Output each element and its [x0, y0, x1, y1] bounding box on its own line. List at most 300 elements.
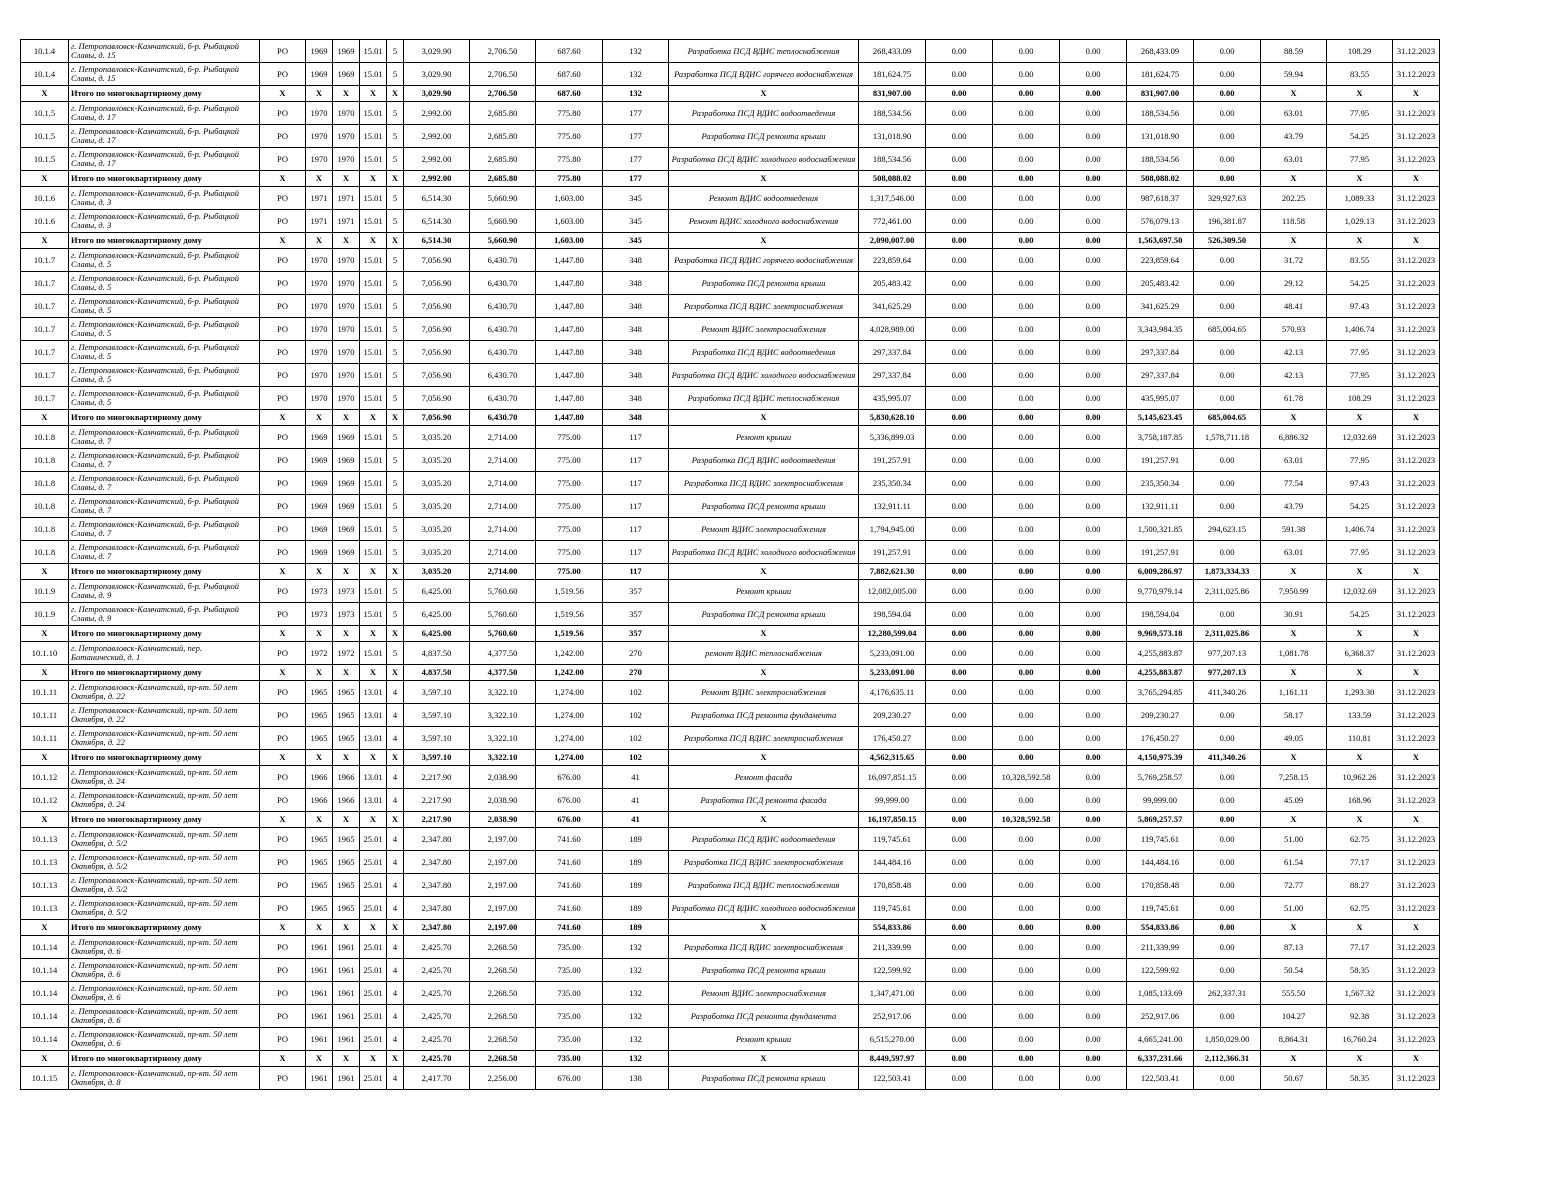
municipal-budget-cell: 0.00: [1060, 851, 1127, 874]
total-cost-cell: 205,483.42: [859, 272, 926, 295]
table-total-row: [21, 86, 1440, 102]
unit-cost-cell: 63.01: [1261, 449, 1327, 472]
municipal-budget-cell: 0.00: [1060, 86, 1127, 102]
owners-funds-cell: 508,088.02: [1127, 171, 1194, 187]
group-cell: X: [360, 233, 387, 249]
loan-cell: 0.00: [1194, 249, 1261, 272]
floors-cell: 5: [387, 318, 404, 341]
loan-cell: 2,112,366.31: [1194, 1051, 1261, 1067]
loan-cell: 0.00: [1194, 704, 1261, 727]
regional-budget-cell: 0.00: [993, 1028, 1060, 1051]
municipal-budget-cell: 0.00: [1060, 959, 1127, 982]
wall-material-cell: РО: [260, 272, 306, 295]
address-cell: г. Петропавловск-Камчатский, пр-кт. 50 лет Октября, д. 22: [69, 681, 260, 704]
table-body: [21, 40, 1440, 1090]
floors-cell: X: [387, 920, 404, 936]
year-built-cell: 1969: [306, 495, 333, 518]
fund-cell: 0.00: [926, 920, 993, 936]
floors-cell: 4: [387, 828, 404, 851]
row-number-cell: 10.1.6: [21, 187, 69, 210]
residents-cell: 102: [603, 681, 669, 704]
unit-cost-cell: 8,864.31: [1261, 1028, 1327, 1051]
premises-area-cell: 2,685.80: [470, 102, 536, 125]
table-row: [21, 187, 1440, 210]
regional-budget-cell: 0.00: [993, 789, 1060, 812]
residential-area-cell: 676.00: [536, 812, 603, 828]
total-cost-cell: 16,197,850.15: [859, 812, 926, 828]
loan-cell: 0.00: [1194, 897, 1261, 920]
address-cell: г. Петропавловск-Камчатский, б-р. Рыбацкой Славы, д. 7: [69, 426, 260, 449]
residents-cell: 102: [603, 750, 669, 766]
year-completed-cell: 1969: [333, 472, 360, 495]
residential-area-cell: 1,242.00: [536, 665, 603, 681]
municipal-budget-cell: 0.00: [1060, 1005, 1127, 1028]
unit-cost-cell: 87.13: [1261, 936, 1327, 959]
fund-cell: 0.00: [926, 936, 993, 959]
owners-funds-cell: 176,450.27: [1127, 727, 1194, 750]
row-number-cell: X: [21, 564, 69, 580]
unit-cost-cell: 42.13: [1261, 364, 1327, 387]
loan-cell: 0.00: [1194, 812, 1261, 828]
unit-cost-cell: 202.25: [1261, 187, 1327, 210]
row-number-cell: 10.1.5: [21, 148, 69, 171]
address-cell: г. Петропавловск-Камчатский, пр-кт. 50 лет Октября, д. 6: [69, 936, 260, 959]
premises-area-cell: 5,660.90: [470, 210, 536, 233]
owners-funds-cell: 4,255,883.87: [1127, 665, 1194, 681]
loan-cell: 0.00: [1194, 828, 1261, 851]
total-cost-cell: 831,907.00: [859, 86, 926, 102]
regional-budget-cell: 0.00: [993, 495, 1060, 518]
premises-area-cell: 2,714.00: [470, 472, 536, 495]
municipal-budget-cell: 0.00: [1060, 766, 1127, 789]
total-cost-cell: 5,233,091.00: [859, 642, 926, 665]
address-cell: г. Петропавловск-Камчатский, б-р. Рыбацкой Славы, д. 3: [69, 187, 260, 210]
premises-area-cell: 2,268.50: [470, 1028, 536, 1051]
residents-cell: 132: [603, 1051, 669, 1067]
max-unit-cost-cell: X: [1327, 410, 1393, 426]
row-number-cell: 10.1.14: [21, 959, 69, 982]
municipal-budget-cell: 0.00: [1060, 426, 1127, 449]
table-row: [21, 897, 1440, 920]
total-area-cell: 7,056.90: [404, 364, 470, 387]
total-area-cell: 2,417.70: [404, 1067, 470, 1090]
residential-area-cell: 735.00: [536, 1005, 603, 1028]
work-type-cell: Разработка ПСД ВДИС теплоснабжения: [669, 387, 859, 410]
residents-cell: 357: [603, 580, 669, 603]
owners-funds-cell: 211,339.99: [1127, 936, 1194, 959]
regional-budget-cell: 0.00: [993, 1067, 1060, 1090]
regional-budget-cell: 0.00: [993, 828, 1060, 851]
unit-cost-cell: 1,081.78: [1261, 642, 1327, 665]
owners-funds-cell: 144,484.16: [1127, 851, 1194, 874]
work-type-cell: Ремонт ВДИС электроснабжения: [669, 681, 859, 704]
fund-cell: 0.00: [926, 828, 993, 851]
table-row: [21, 874, 1440, 897]
work-type-cell: Разработка ПСД ВДИС электроснабжения: [669, 851, 859, 874]
total-area-cell: 6,514.30: [404, 233, 470, 249]
floors-cell: 5: [387, 125, 404, 148]
wall-material-cell: РО: [260, 982, 306, 1005]
group-cell: 15.01: [360, 148, 387, 171]
floors-cell: X: [387, 1051, 404, 1067]
premises-area-cell: 2,685.80: [470, 171, 536, 187]
table-total-row: [21, 812, 1440, 828]
row-number-cell: 10.1.11: [21, 727, 69, 750]
group-cell: 15.01: [360, 318, 387, 341]
year-completed-cell: 1965: [333, 727, 360, 750]
residential-area-cell: 676.00: [536, 789, 603, 812]
unit-cost-cell: 51.00: [1261, 828, 1327, 851]
total-area-cell: 3,035.20: [404, 495, 470, 518]
year-built-cell: 1970: [306, 102, 333, 125]
premises-area-cell: 6,430.70: [470, 410, 536, 426]
loan-cell: 526,309.50: [1194, 233, 1261, 249]
deadline-cell: 31.12.2023: [1393, 187, 1440, 210]
deadline-cell: 31.12.2023: [1393, 125, 1440, 148]
residents-cell: 177: [603, 102, 669, 125]
residential-area-cell: 775.80: [536, 102, 603, 125]
residents-cell: 41: [603, 766, 669, 789]
address-cell: г. Петропавловск-Камчатский, пер. Ботанический, д. 1: [69, 642, 260, 665]
row-number-cell: 10.1.8: [21, 541, 69, 564]
total-area-cell: 7,056.90: [404, 295, 470, 318]
max-unit-cost-cell: 10,962.26: [1327, 766, 1393, 789]
year-built-cell: 1970: [306, 364, 333, 387]
address-cell: Итого по многоквартирному дому: [69, 750, 260, 766]
table-total-row: [21, 665, 1440, 681]
table-total-row: [21, 564, 1440, 580]
year-completed-cell: 1969: [333, 495, 360, 518]
address-cell: г. Петропавловск-Камчатский, б-р. Рыбацкой Славы, д. 7: [69, 541, 260, 564]
work-type-cell: Разработка ПСД ВДИС электроснабжения: [669, 472, 859, 495]
table-row: [21, 272, 1440, 295]
fund-cell: 0.00: [926, 603, 993, 626]
total-cost-cell: 209,230.27: [859, 704, 926, 727]
residents-cell: 348: [603, 318, 669, 341]
group-cell: 15.01: [360, 249, 387, 272]
unit-cost-cell: 43.79: [1261, 495, 1327, 518]
work-type-cell: X: [669, 920, 859, 936]
address-cell: г. Петропавловск-Камчатский, пр-кт. 50 лет Октября, д. 5/2: [69, 897, 260, 920]
year-completed-cell: X: [333, 86, 360, 102]
row-number-cell: 10.1.13: [21, 851, 69, 874]
year-built-cell: X: [306, 564, 333, 580]
residential-area-cell: 775.00: [536, 541, 603, 564]
year-completed-cell: 1961: [333, 982, 360, 1005]
work-type-cell: Разработка ПСД ВДИС водоотведения: [669, 102, 859, 125]
year-built-cell: 1970: [306, 387, 333, 410]
year-built-cell: 1965: [306, 727, 333, 750]
unit-cost-cell: 42.13: [1261, 341, 1327, 364]
year-built-cell: 1970: [306, 272, 333, 295]
residents-cell: 41: [603, 812, 669, 828]
group-cell: 15.01: [360, 518, 387, 541]
wall-material-cell: РО: [260, 148, 306, 171]
group-cell: 15.01: [360, 495, 387, 518]
municipal-budget-cell: 0.00: [1060, 233, 1127, 249]
residents-cell: 102: [603, 727, 669, 750]
address-cell: г. Петропавловск-Камчатский, пр-кт. 50 лет Октября, д. 24: [69, 766, 260, 789]
fund-cell: 0.00: [926, 789, 993, 812]
year-completed-cell: X: [333, 812, 360, 828]
municipal-budget-cell: 0.00: [1060, 704, 1127, 727]
premises-area-cell: 2,685.80: [470, 125, 536, 148]
residents-cell: 348: [603, 410, 669, 426]
loan-cell: 0.00: [1194, 874, 1261, 897]
row-number-cell: X: [21, 920, 69, 936]
floors-cell: 5: [387, 102, 404, 125]
floors-cell: 4: [387, 681, 404, 704]
municipal-budget-cell: 0.00: [1060, 171, 1127, 187]
floors-cell: 5: [387, 541, 404, 564]
table-row: [21, 449, 1440, 472]
premises-area-cell: 5,660.90: [470, 187, 536, 210]
owners-funds-cell: 235,350.34: [1127, 472, 1194, 495]
premises-area-cell: 2,038.90: [470, 766, 536, 789]
total-cost-cell: 12,082,005.00: [859, 580, 926, 603]
table-row: [21, 295, 1440, 318]
residential-area-cell: 1,603.00: [536, 187, 603, 210]
regional-budget-cell: 0.00: [993, 1005, 1060, 1028]
address-cell: г. Петропавловск-Камчатский, б-р. Рыбацкой Славы, д. 15: [69, 40, 260, 63]
group-cell: 15.01: [360, 541, 387, 564]
total-area-cell: 3,597.10: [404, 681, 470, 704]
total-area-cell: 4,837.50: [404, 642, 470, 665]
total-cost-cell: 2,090,007.00: [859, 233, 926, 249]
municipal-budget-cell: 0.00: [1060, 564, 1127, 580]
wall-material-cell: РО: [260, 426, 306, 449]
loan-cell: 0.00: [1194, 341, 1261, 364]
floors-cell: X: [387, 86, 404, 102]
owners-funds-cell: 122,503.41: [1127, 1067, 1194, 1090]
wall-material-cell: РО: [260, 210, 306, 233]
regional-budget-cell: 0.00: [993, 564, 1060, 580]
year-built-cell: X: [306, 920, 333, 936]
deadline-cell: 31.12.2023: [1393, 318, 1440, 341]
premises-area-cell: 5,760.60: [470, 603, 536, 626]
max-unit-cost-cell: 77.17: [1327, 936, 1393, 959]
total-area-cell: 3,597.10: [404, 750, 470, 766]
group-cell: 15.01: [360, 125, 387, 148]
row-number-cell: X: [21, 86, 69, 102]
residents-cell: 102: [603, 704, 669, 727]
year-completed-cell: X: [333, 410, 360, 426]
row-number-cell: 10.1.14: [21, 936, 69, 959]
deadline-cell: 31.12.2023: [1393, 102, 1440, 125]
total-area-cell: 3,029.90: [404, 63, 470, 86]
owners-funds-cell: 223,859.64: [1127, 249, 1194, 272]
year-built-cell: X: [306, 171, 333, 187]
total-area-cell: 6,425.00: [404, 603, 470, 626]
group-cell: 15.01: [360, 187, 387, 210]
loan-cell: 0.00: [1194, 727, 1261, 750]
wall-material-cell: РО: [260, 102, 306, 125]
premises-area-cell: 3,322.10: [470, 727, 536, 750]
regional-budget-cell: 0.00: [993, 936, 1060, 959]
max-unit-cost-cell: X: [1327, 1051, 1393, 1067]
premises-area-cell: 6,430.70: [470, 295, 536, 318]
unit-cost-cell: 50.54: [1261, 959, 1327, 982]
table-total-row: [21, 410, 1440, 426]
premises-area-cell: 2,706.50: [470, 86, 536, 102]
address-cell: г. Петропавловск-Камчатский, б-р. Рыбацкой Славы, д. 5: [69, 318, 260, 341]
regional-budget-cell: 0.00: [993, 920, 1060, 936]
regional-budget-cell: 0.00: [993, 982, 1060, 1005]
unit-cost-cell: X: [1261, 812, 1327, 828]
unit-cost-cell: 59.94: [1261, 63, 1327, 86]
deadline-cell: 31.12.2023: [1393, 897, 1440, 920]
work-type-cell: Разработка ПСД ремонта крыши: [669, 1067, 859, 1090]
municipal-budget-cell: 0.00: [1060, 727, 1127, 750]
work-type-cell: Разработка ПСД ремонта крыши: [669, 495, 859, 518]
owners-funds-cell: 297,337.84: [1127, 341, 1194, 364]
table-row: [21, 541, 1440, 564]
floors-cell: 5: [387, 187, 404, 210]
unit-cost-cell: 7,950.99: [1261, 580, 1327, 603]
address-cell: г. Петропавловск-Камчатский, б-р. Рыбацкой Славы, д. 9: [69, 580, 260, 603]
total-cost-cell: 508,088.02: [859, 171, 926, 187]
loan-cell: 0.00: [1194, 148, 1261, 171]
owners-funds-cell: 252,917.06: [1127, 1005, 1194, 1028]
year-completed-cell: 1970: [333, 148, 360, 171]
premises-area-cell: 2,714.00: [470, 564, 536, 580]
municipal-budget-cell: 0.00: [1060, 40, 1127, 63]
unit-cost-cell: 31.72: [1261, 249, 1327, 272]
total-area-cell: 2,217.90: [404, 789, 470, 812]
address-cell: г. Петропавловск-Камчатский, б-р. Рыбацкой Славы, д. 5: [69, 387, 260, 410]
loan-cell: 977,207.13: [1194, 665, 1261, 681]
total-cost-cell: 188,534.56: [859, 148, 926, 171]
group-cell: 15.01: [360, 387, 387, 410]
total-cost-cell: 191,257.91: [859, 449, 926, 472]
unit-cost-cell: X: [1261, 1051, 1327, 1067]
deadline-cell: X: [1393, 626, 1440, 642]
fund-cell: 0.00: [926, 495, 993, 518]
municipal-budget-cell: 0.00: [1060, 812, 1127, 828]
deadline-cell: 31.12.2023: [1393, 789, 1440, 812]
loan-cell: 0.00: [1194, 472, 1261, 495]
deadline-cell: 31.12.2023: [1393, 1028, 1440, 1051]
regional-budget-cell: 0.00: [993, 681, 1060, 704]
total-cost-cell: 119,745.61: [859, 828, 926, 851]
loan-cell: 0.00: [1194, 936, 1261, 959]
regional-budget-cell: 0.00: [993, 187, 1060, 210]
year-completed-cell: 1965: [333, 874, 360, 897]
group-cell: X: [360, 86, 387, 102]
address-cell: Итого по многоквартирному дому: [69, 812, 260, 828]
address-cell: Итого по многоквартирному дому: [69, 86, 260, 102]
deadline-cell: X: [1393, 920, 1440, 936]
total-cost-cell: 181,624.75: [859, 63, 926, 86]
wall-material-cell: X: [260, 1051, 306, 1067]
address-cell: г. Петропавловск-Камчатский, б-р. Рыбацкой Славы, д. 9: [69, 603, 260, 626]
year-completed-cell: 1969: [333, 541, 360, 564]
table-row: [21, 982, 1440, 1005]
row-number-cell: X: [21, 233, 69, 249]
fund-cell: 0.00: [926, 1051, 993, 1067]
year-built-cell: 1961: [306, 959, 333, 982]
work-type-cell: ремонт ВДИС теплоснабжения: [669, 642, 859, 665]
table-row: [21, 727, 1440, 750]
deadline-cell: 31.12.2023: [1393, 828, 1440, 851]
loan-cell: 411,340.26: [1194, 750, 1261, 766]
total-area-cell: 2,425.70: [404, 1005, 470, 1028]
row-number-cell: 10.1.7: [21, 272, 69, 295]
fund-cell: 0.00: [926, 426, 993, 449]
total-area-cell: 2,347.80: [404, 874, 470, 897]
premises-area-cell: 2,714.00: [470, 449, 536, 472]
table-total-row: [21, 920, 1440, 936]
regional-budget-cell: 10,328,592.58: [993, 812, 1060, 828]
year-completed-cell: 1970: [333, 387, 360, 410]
loan-cell: 0.00: [1194, 102, 1261, 125]
total-area-cell: 2,217.90: [404, 766, 470, 789]
owners-funds-cell: 198,594.04: [1127, 603, 1194, 626]
capital-repair-plan-table: [20, 39, 1440, 1090]
floors-cell: 5: [387, 495, 404, 518]
max-unit-cost-cell: 88.27: [1327, 874, 1393, 897]
residential-area-cell: 687.60: [536, 86, 603, 102]
fund-cell: 0.00: [926, 580, 993, 603]
row-number-cell: 10.1.9: [21, 603, 69, 626]
floors-cell: 5: [387, 580, 404, 603]
regional-budget-cell: 0.00: [993, 102, 1060, 125]
municipal-budget-cell: 0.00: [1060, 63, 1127, 86]
deadline-cell: X: [1393, 233, 1440, 249]
group-cell: 15.01: [360, 426, 387, 449]
work-type-cell: Ремонт крыши: [669, 580, 859, 603]
floors-cell: 4: [387, 851, 404, 874]
table-row: [21, 603, 1440, 626]
wall-material-cell: РО: [260, 1067, 306, 1090]
municipal-budget-cell: 0.00: [1060, 318, 1127, 341]
group-cell: 15.01: [360, 580, 387, 603]
address-cell: Итого по многоквартирному дому: [69, 626, 260, 642]
year-completed-cell: X: [333, 626, 360, 642]
address-cell: Итого по многоквартирному дому: [69, 233, 260, 249]
total-cost-cell: 4,562,315.65: [859, 750, 926, 766]
year-completed-cell: 1970: [333, 272, 360, 295]
residential-area-cell: 1,519.56: [536, 603, 603, 626]
max-unit-cost-cell: 83.55: [1327, 63, 1393, 86]
group-cell: 15.01: [360, 102, 387, 125]
unit-cost-cell: 88.59: [1261, 40, 1327, 63]
work-type-cell: Ремонт ВДИС холодного водоснабжения: [669, 210, 859, 233]
row-number-cell: X: [21, 750, 69, 766]
unit-cost-cell: 63.01: [1261, 541, 1327, 564]
total-cost-cell: 131,018.90: [859, 125, 926, 148]
max-unit-cost-cell: 62.75: [1327, 897, 1393, 920]
year-completed-cell: X: [333, 564, 360, 580]
residents-cell: 270: [603, 665, 669, 681]
floors-cell: 5: [387, 210, 404, 233]
max-unit-cost-cell: 77.95: [1327, 541, 1393, 564]
total-cost-cell: 176,450.27: [859, 727, 926, 750]
residents-cell: 348: [603, 387, 669, 410]
residential-area-cell: 687.60: [536, 63, 603, 86]
wall-material-cell: РО: [260, 387, 306, 410]
max-unit-cost-cell: X: [1327, 920, 1393, 936]
total-cost-cell: 1,794,945.00: [859, 518, 926, 541]
work-type-cell: X: [669, 86, 859, 102]
loan-cell: 411,340.26: [1194, 681, 1261, 704]
work-type-cell: Разработка ПСД ремонта фундамента: [669, 1005, 859, 1028]
total-cost-cell: 191,257.91: [859, 541, 926, 564]
work-type-cell: Разработка ПСД ВДИС холодного водоснабжения: [669, 364, 859, 387]
deadline-cell: 31.12.2023: [1393, 272, 1440, 295]
wall-material-cell: X: [260, 86, 306, 102]
regional-budget-cell: 10,328,592.58: [993, 766, 1060, 789]
